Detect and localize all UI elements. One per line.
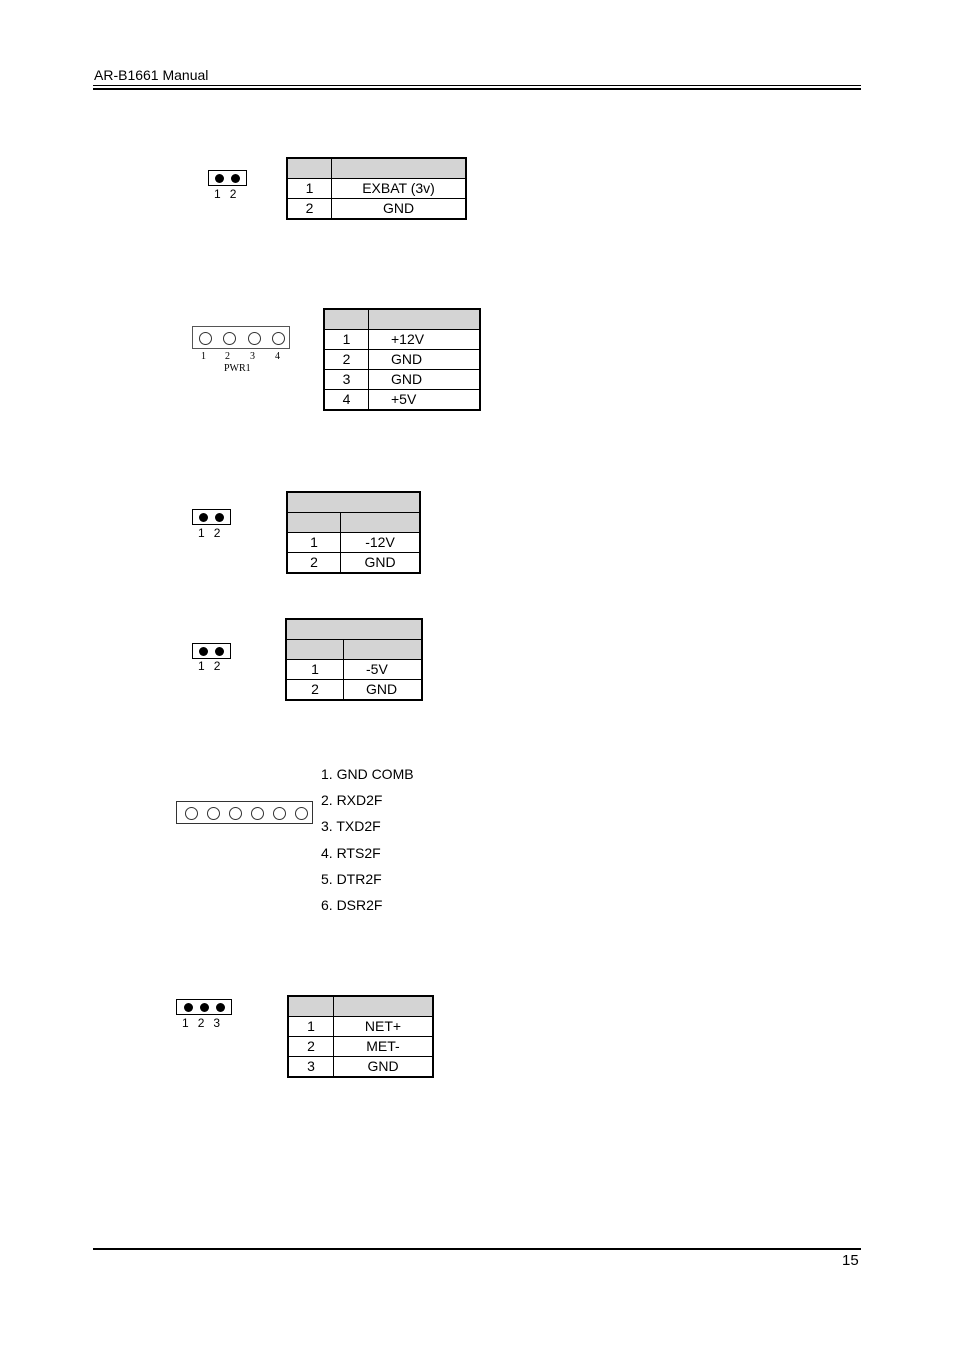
net-pin-labels: 1 2 3: [182, 1016, 221, 1030]
footer-rule: [93, 1248, 861, 1250]
battery-pin-header: [208, 170, 247, 186]
neg12-pin-labels: 1 2: [198, 526, 221, 540]
pin-hole-icon: [185, 807, 198, 820]
pin-icon: [215, 174, 224, 183]
list-item: 2. RXD2F: [321, 792, 383, 809]
power-pin-table: [323, 308, 481, 411]
table-row: 2 GND: [324, 350, 480, 370]
net-pin-table: [287, 995, 434, 1078]
pin-icon: [215, 647, 224, 656]
pin-icon: [184, 1003, 193, 1012]
table-row: 1 +12V: [324, 330, 480, 350]
page-number: 15: [842, 1252, 859, 1269]
table-row: 3 GND: [324, 370, 480, 390]
table-row: 1 EXBAT (3v): [287, 179, 466, 199]
neg12-pin-table: [286, 491, 421, 574]
table-row: 2 MET-: [288, 1037, 433, 1057]
table-row: 1 -5V: [286, 660, 422, 680]
neg5-pin-labels: 1 2: [198, 659, 221, 673]
manual-title: AR-B1661 Manual: [94, 67, 209, 83]
table-row: 3 GND: [288, 1057, 433, 1078]
header-rule: [93, 85, 861, 86]
neg12-pin-header: [192, 509, 231, 525]
pin-icon: [216, 1003, 225, 1012]
list-item: 5. DTR2F: [321, 870, 382, 887]
pin-hole-icon: [207, 807, 220, 820]
list-item: 3. TXD2F: [321, 818, 381, 835]
neg5-pin-header: [192, 643, 231, 659]
pin-hole-icon: [295, 807, 308, 820]
pin-icon: [199, 513, 208, 522]
battery-pin-labels: 1 2: [214, 187, 237, 201]
table-row: 2 GND: [287, 199, 466, 220]
com-connector: [176, 801, 313, 824]
table-row: 1 NET+: [288, 1017, 433, 1037]
pwr1-label: PWR1: [224, 363, 251, 374]
com-pin-list: [321, 766, 414, 923]
neg5-pin-table: [285, 618, 423, 701]
list-item: 1. GND COMB: [321, 766, 414, 782]
table-row: 1 -12V: [287, 533, 420, 553]
pin-icon: [215, 513, 224, 522]
pin-hole-icon: [273, 807, 286, 820]
battery-pin-table: [286, 157, 467, 220]
pin-hole-icon: [272, 332, 285, 345]
pwr1-connector: [192, 326, 290, 349]
pin-hole-icon: [251, 807, 264, 820]
list-item: 4. RTS2F: [321, 844, 381, 861]
table-row: 4 +5V: [324, 390, 480, 411]
list-item: 6. DSR2F: [321, 896, 383, 913]
pin-hole-icon: [199, 332, 212, 345]
table-row: 2 GND: [287, 553, 420, 574]
pin-icon: [231, 174, 240, 183]
net-pin-header: [176, 999, 232, 1015]
header-rule-thick: [93, 88, 861, 90]
pin-hole-icon: [223, 332, 236, 345]
pin-icon: [199, 647, 208, 656]
pin-hole-icon: [248, 332, 261, 345]
pin-icon: [200, 1003, 209, 1012]
table-row: 2 GND: [286, 680, 422, 701]
pin-hole-icon: [229, 807, 242, 820]
